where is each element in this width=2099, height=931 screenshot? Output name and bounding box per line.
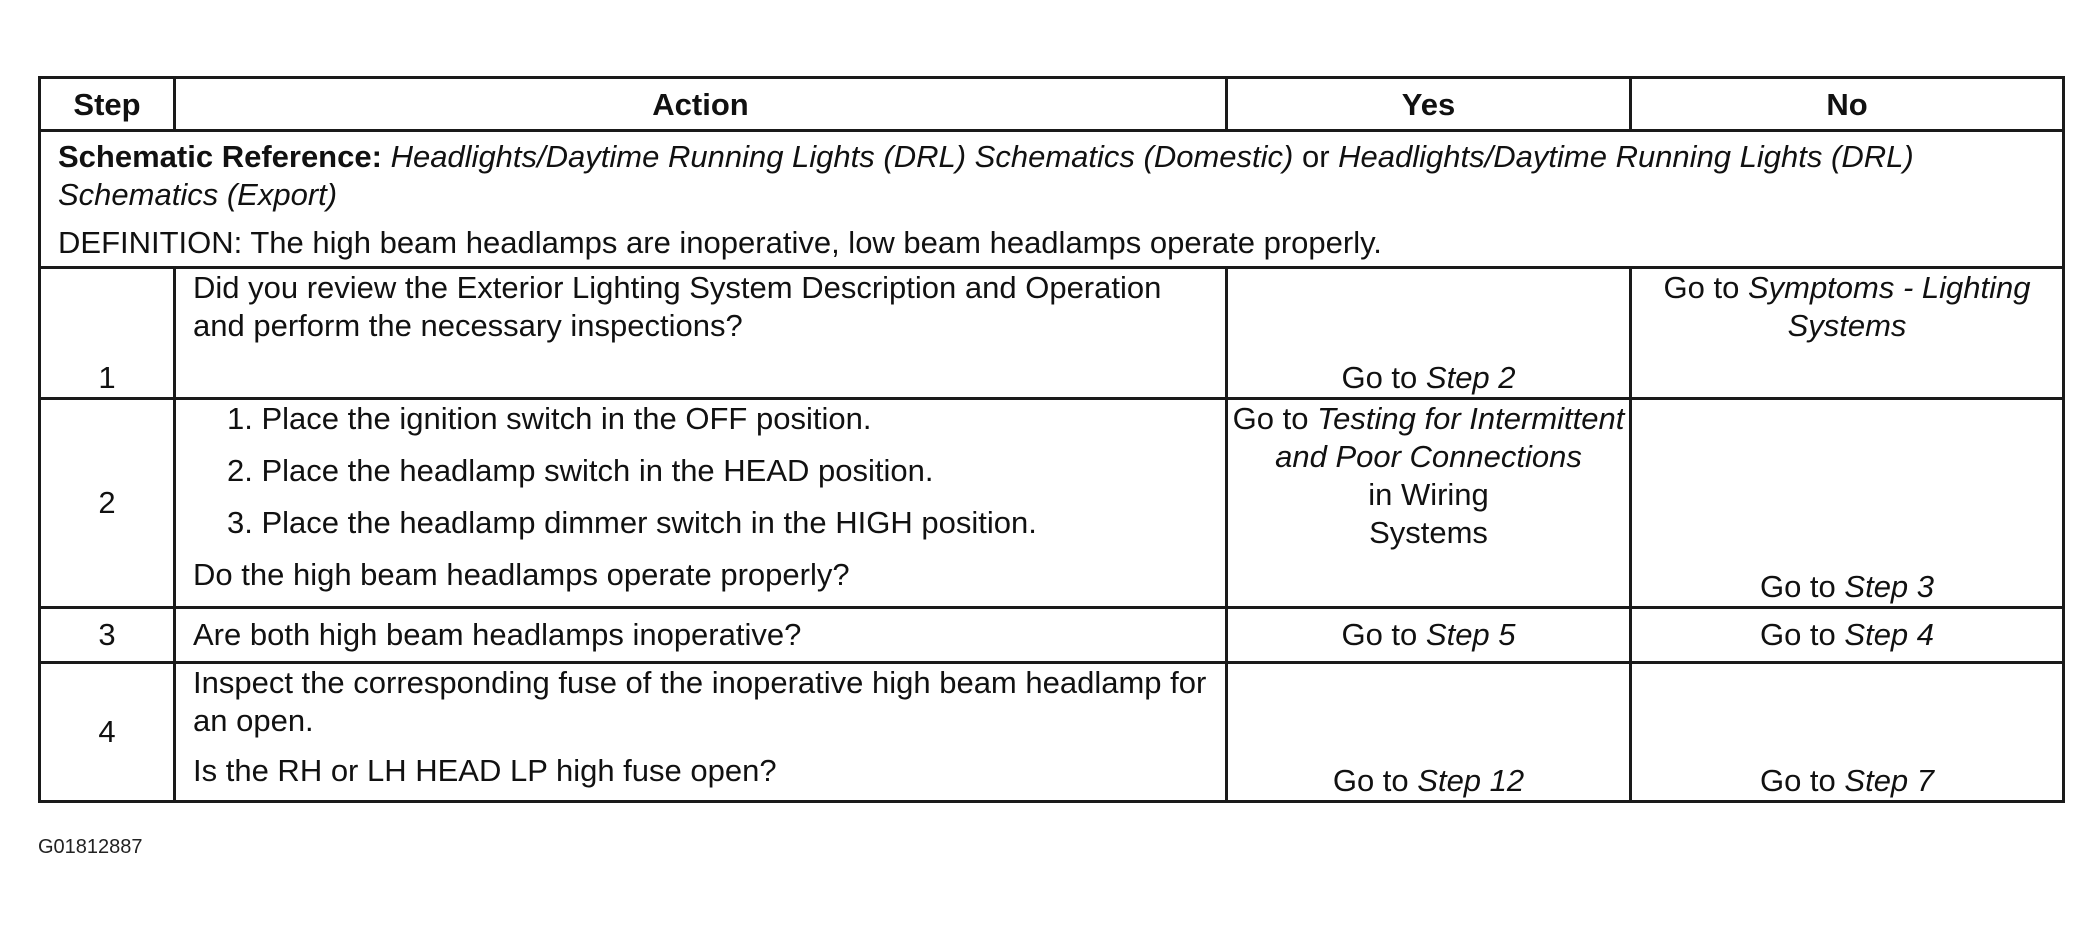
action-cell	[175, 663, 1227, 802]
yes-link[interactable]: Testing for Intermittent and Poor Connections	[1275, 401, 1625, 474]
question-text: Do the high beam headlamps operate properly?	[193, 557, 850, 592]
no-link[interactable]: Step 3	[1844, 569, 1935, 604]
substep: 3. Place the headlamp dimmer switch in the HIGH position.	[227, 505, 1037, 540]
yes-link[interactable]: Step 12	[1417, 763, 1525, 798]
question-text: Is the RH or LH HEAD LP high fuse open?	[193, 753, 777, 788]
header-row	[40, 78, 2064, 131]
table-row	[40, 663, 2064, 802]
header-action: Action	[175, 78, 1227, 131]
no-link[interactable]: Step 7	[1844, 763, 1935, 798]
step-number: 1	[40, 268, 175, 399]
substep: 2. Place the headlamp switch in the HEAD position.	[227, 453, 934, 488]
figure-id: G01812887	[38, 836, 143, 858]
yes-link[interactable]: Step 5	[1425, 617, 1516, 652]
table-row	[40, 399, 2064, 608]
action-text: Did you review the Exterior Lighting System Description and Operation and perform the necessary inspections?	[175, 268, 1227, 399]
schematic-doc-export-link[interactable]: Headlights/Daytime Running Lights (DRL) Schematics (Export)	[58, 139, 1914, 212]
yes-cell	[1227, 268, 1631, 399]
yes-link[interactable]: Step 2	[1425, 360, 1516, 395]
yes-prefix: Go to	[1332, 763, 1409, 798]
header-no: No	[1631, 78, 2064, 131]
diagnostic-table	[38, 76, 2065, 803]
yes-cell	[1227, 399, 1631, 608]
substep: 1. Place the ignition switch in the OFF position.	[227, 401, 872, 436]
no-cell	[1631, 663, 2064, 802]
no-link[interactable]: Step 4	[1844, 617, 1935, 652]
no-prefix: Go to	[1759, 617, 1836, 652]
yes-prefix: Go to	[1341, 360, 1418, 395]
no-cell	[1631, 268, 2064, 399]
action-text: Inspect the corresponding fuse of the inoperative high beam headlamp for an open.	[193, 665, 1207, 738]
yes-suffix: in Wiring Systems	[1368, 477, 1489, 550]
schematic-doc-domestic-link[interactable]: Headlights/Daytime Running Lights (DRL) Schematics (Domestic)	[390, 139, 1294, 174]
yes-cell	[1227, 663, 1631, 802]
no-cell	[1631, 608, 2064, 663]
step-number: 2	[40, 399, 175, 608]
no-cell	[1631, 399, 2064, 608]
action-cell	[175, 399, 1227, 608]
step-number: 4	[40, 663, 175, 802]
table-row	[40, 268, 2064, 399]
table-row	[40, 608, 2064, 663]
yes-cell	[1227, 608, 1631, 663]
schematic-reference-label: Schematic Reference:	[58, 139, 382, 174]
definition-text: DEFINITION: The high beam headlamps are inoperative, low beam headlamps operate properly.	[58, 225, 1382, 260]
reference-connector: or	[1301, 139, 1330, 174]
no-prefix: Go to	[1759, 763, 1836, 798]
no-link[interactable]: Symptoms - Lighting Systems	[1747, 270, 2031, 343]
reference-row	[40, 131, 2064, 268]
yes-prefix: Go to	[1232, 401, 1309, 436]
schematic-reference	[58, 138, 2045, 214]
header-step: Step	[40, 78, 175, 131]
no-prefix: Go to	[1759, 569, 1836, 604]
no-prefix: Go to	[1663, 270, 1740, 305]
schematic-reference-cell	[40, 131, 2064, 268]
yes-prefix: Go to	[1341, 617, 1418, 652]
step-number: 3	[40, 608, 175, 663]
header-yes: Yes	[1227, 78, 1631, 131]
action-text: Are both high beam headlamps inoperative?	[175, 608, 1227, 663]
